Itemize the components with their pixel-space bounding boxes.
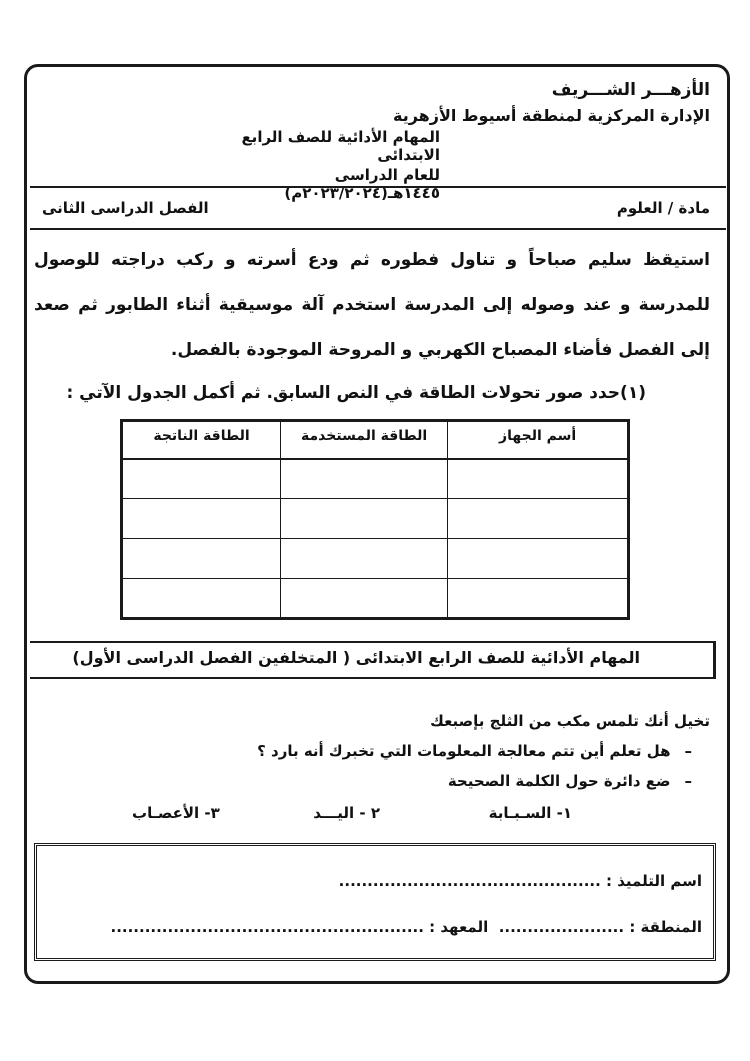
subject-label: مادة / العلوم <box>616 199 710 217</box>
header-right <box>393 80 710 125</box>
table-row <box>122 499 629 539</box>
bullet-text: ضع دائرة حول الكلمة الصحيحة <box>447 772 671 790</box>
region-label: المنطقة : <box>629 918 702 936</box>
table-cell[interactable] <box>281 499 448 539</box>
bullet-marker: – <box>684 772 692 790</box>
table-cell[interactable] <box>448 539 629 579</box>
table-row <box>122 539 629 579</box>
academic-year: للعام الدراسى ١٤٤٥هـ(٢٠٢٣/٢٠٢٤م) <box>284 166 440 202</box>
col-energy-produced: الطاقة الناتجة <box>122 421 281 459</box>
section2-title: المهام الأدائية للصف الرابع الابتدائى ( المتخلفين الفصل الدراسى الأول) <box>72 648 640 667</box>
bullet-instruction <box>448 772 692 790</box>
table-cell[interactable] <box>281 539 448 579</box>
header-left <box>178 128 440 202</box>
col-energy-used: الطاقة المستخدمة <box>281 421 448 459</box>
bullet-text: هل تعلم أين تتم معالجة المعلومات التي تخبرك أنه بارد ؟ <box>257 742 671 760</box>
option-nerves[interactable]: ٣- الأعصـاب <box>132 804 220 822</box>
table-header-row <box>122 421 629 459</box>
table-row <box>122 459 629 499</box>
option-hand[interactable]: ٢ - اليـــد <box>313 804 380 822</box>
col-device: أسم الجهاز <box>448 421 629 459</box>
student-name-label: اسم التلميذ : <box>606 872 702 890</box>
passage-text: استيقظ سليم صباحاً و تناول فطوره ثم ودع أسرته و ركب دراجته للوصول للمدرسة و عند وصوله إلى المدرسة استخدم آلة موسيقية أثناء الطابور ثم صعد إلى الفصل فأضاء المصباح الكهربي و المروحة الموجودة بالفصل. <box>34 250 710 360</box>
institute-label: المعهد : <box>429 918 489 936</box>
table-cell[interactable] <box>448 579 629 619</box>
bullet-question <box>257 742 692 760</box>
divider-subject <box>30 228 726 230</box>
imagine-prompt: تخيل أنك تلمس مكب من الثلج بإصبعك <box>430 712 710 730</box>
table-cell[interactable] <box>122 499 281 539</box>
admin-name: الإدارة المركزية لمنطقة أسيوط الأزهرية <box>392 106 710 125</box>
energy-table <box>120 419 630 620</box>
question-1: (١)حدد صور تحولات الطاقة في النص السابق. ثم أكمل الجدول الآتي : <box>66 383 646 403</box>
option-index-finger[interactable]: ١- السـبـابة <box>488 804 572 822</box>
table-cell[interactable] <box>122 579 281 619</box>
region-row <box>111 918 702 936</box>
bullet-marker: – <box>684 742 692 760</box>
term-label: الفصل الدراسى الثانى <box>42 199 209 217</box>
divider-top <box>30 186 726 188</box>
table-cell[interactable] <box>281 579 448 619</box>
table-row <box>122 579 629 619</box>
table-cell[interactable] <box>448 499 629 539</box>
region-field[interactable]: ...................... <box>498 918 625 936</box>
tasks-title: المهام الأدائية للصف الرابع الابتدائى <box>241 128 440 164</box>
student-name-field[interactable]: .............................................. <box>338 872 601 890</box>
org-name: الأزهـــر الشـــريف <box>551 80 710 100</box>
student-name-row <box>339 872 702 890</box>
table-cell[interactable] <box>122 459 281 499</box>
institute-field[interactable]: ....................................................... <box>110 918 424 936</box>
table-cell[interactable] <box>448 459 629 499</box>
table-cell[interactable] <box>281 459 448 499</box>
student-info-box <box>34 843 716 961</box>
table-cell[interactable] <box>122 539 281 579</box>
